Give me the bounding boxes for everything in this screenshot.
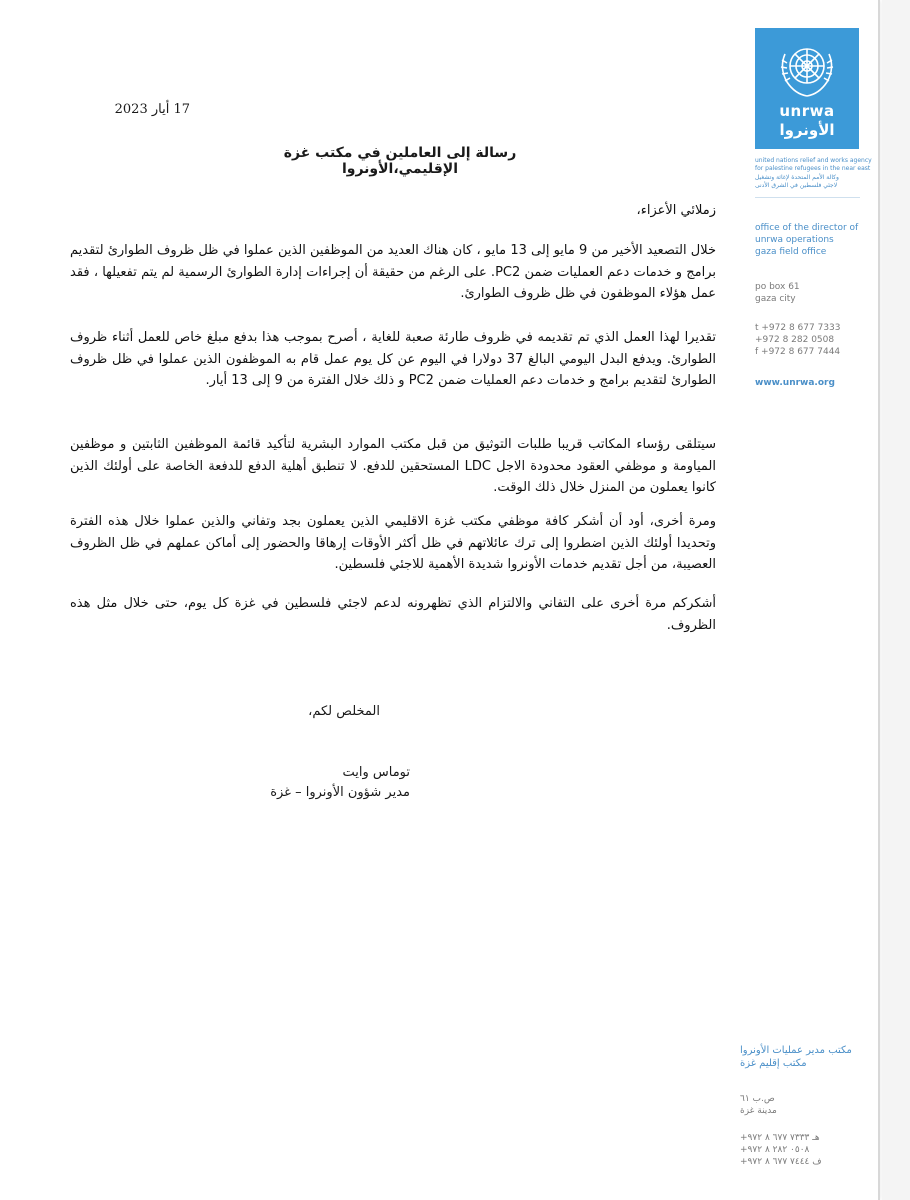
greeting-text: زملائي الأعزاء، <box>636 203 716 218</box>
letter-date: 17 أيار 2023 <box>114 102 190 117</box>
un-emblem-icon <box>773 36 841 102</box>
logo-wordmark-latin: unrwa <box>779 102 835 120</box>
closing-line: المخلص لكم، <box>308 704 380 719</box>
letter-paragraph-4 <box>70 511 716 576</box>
logo-wordmark-arabic: الأونروا <box>779 121 835 139</box>
website-link[interactable]: www.unrwa.org <box>755 378 835 388</box>
phone-numbers-english: t +972 8 677 7333 +972 8 282 0508 f +972 8 677 7444 <box>755 323 841 357</box>
letterhead-divider <box>755 197 860 198</box>
signer-name: توماس وايت <box>342 765 410 780</box>
paragraph-text: ومرة أخرى، أود أن أشكر كافة موظفي مكتب غزة الاقليمي الذين يعملون بجد وتفاني والذين عملوا خلال هذه الفترة وتحديدا أولئك الذين اضطروا إلى ترك عائلاتهم في ظل أكثر الأوقات إرهاقا والحضور إلى أماكن عملهم في ظل الظروف العصيبة، من أجل تقديم خدمات الأونروا شديدة الأهمية للاجئي فلسطين. <box>70 514 716 572</box>
letter-greeting <box>70 200 716 222</box>
paragraph-text: سيتلقى رؤساء المكاتب قريبا طلبات التوثيق من قبل مكتب الموارد البشرية لتأكيد قائمة الموظفين الثابتين و موظفين المياومة و موظفي العقود محدودة الاجل LDC المستحقين للدفع. لا تنطبق أهلية الدفع للدفعة الخاصة على أولئك الذين كانوا يعملون من المنزل خلال ذلك الوقت. <box>70 437 716 495</box>
letter-paragraph-5 <box>70 593 716 636</box>
office-name-arabic: مكتب مدير عمليات الأونروا مكتب إقليم غزة <box>740 1045 852 1069</box>
letter-paragraph-3 <box>70 434 716 499</box>
letter-paragraph-2 <box>70 327 716 392</box>
letter-title: رسالة إلى العاملين في مكتب غزة الإقليمي،الأونروا <box>283 145 517 177</box>
viewer-margin <box>882 0 910 1200</box>
phone-numbers-arabic: هـ ٧٣٣٣ ٦٧٧ ٨ ٩٧٢+ ٠٥٠٨ ٢٨٢ ٨ ٩٧٢+ ف ٧٤٤٤ ٦٧٧ ٨ ٩٧٢+ <box>740 1133 822 1167</box>
paragraph-text: أشكركم مرة أخرى على التفاني والالتزام الذي تظهرونه لدعم لاجئي فلسطين في غزة كل يوم، حتى خلال مثل هذه الظروف. <box>70 596 716 633</box>
paragraph-text: تقديرا لهذا العمل الذي تم تقديمه في ظروف طارئة صعبة للغاية ، أصرح بموجب هذا بدفع مبلغ خاص للعمل أثناء ظروف الطوارئ. ويدفع البدل اليومي البالغ 37 دولارا في اليوم عن كل يوم عمل قام به الموظفون الذين عملوا في ظل ظروف الطوارئ لتقديم برامج و خدمات دعم العمليات ضمن PC2 و ذلك خلال الفترة من 9 إلى 13 أيار. <box>70 330 717 388</box>
paragraph-text: خلال التصعيد الأخير من 9 مايو إلى 13 مايو ، كان هناك العديد من الموظفين الذين عملوا في ظل ظروف الطوارئ لتقديم برامج و خدمات دعم العمليات ضمن PC2. على الرغم من حقيقة أن إجراءات إدارة الطوارئ الرسمية لم يتم تفعيلها ، فقد عمل هؤلاء الموظفون في ظل ظروف الطوارئ. <box>70 243 716 301</box>
address-arabic: ص.ب ٦١ مدينة غزة <box>740 1094 777 1116</box>
unrwa-logo <box>755 28 859 149</box>
office-name-english: office of the director of unrwa operations gaza field office <box>755 223 859 257</box>
agency-name-arabic: وكالة الأمم المتحدة لإغاثة وتشغيل لاجئي فلسطين في الشرق الأدنى <box>755 174 839 189</box>
letter-paragraph-1 <box>70 240 716 305</box>
address-english: po box 61 gaza city <box>755 282 800 304</box>
agency-name-english: united nations relief and works agency for palestine refugees in the near east <box>755 157 872 172</box>
signer-title: مدير شؤون الأونروا – غزة <box>270 785 410 800</box>
